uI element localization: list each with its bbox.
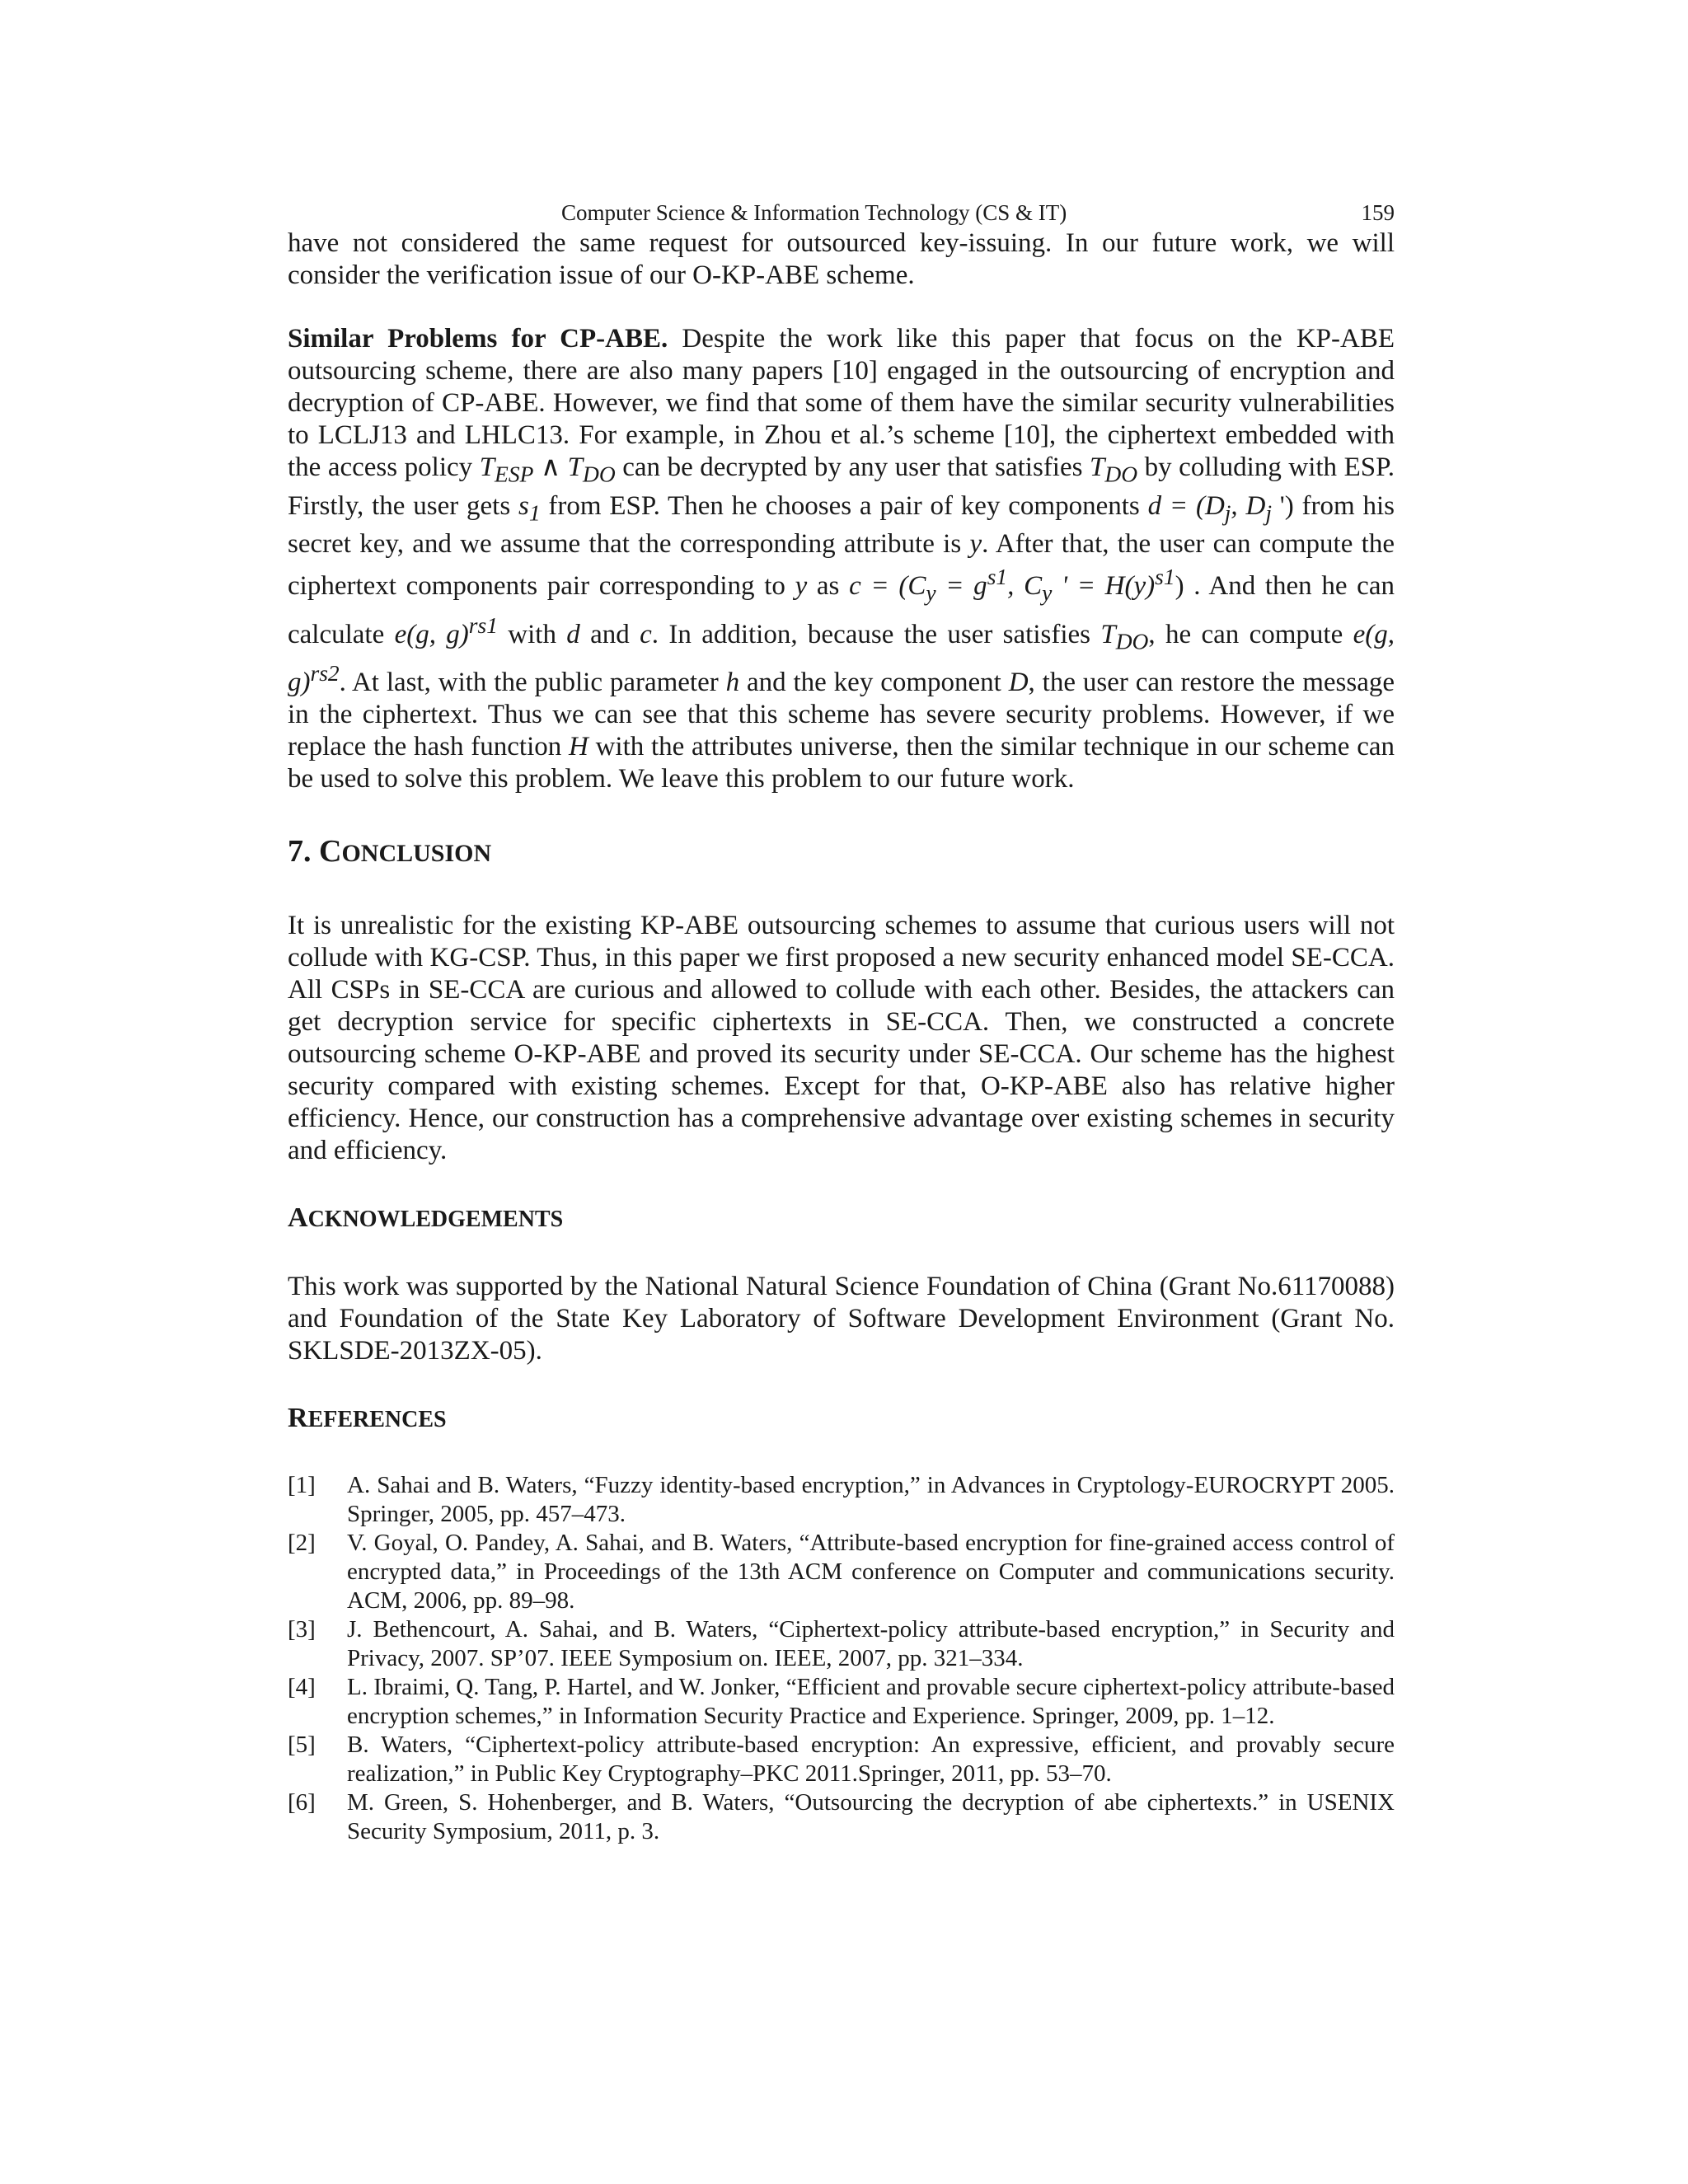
formula-policy: $T_{ESP}$ ∧ $T_{DO}$: [479, 452, 616, 487]
section-heading-conclusion: 7. CONCLUSION: [288, 834, 492, 869]
paragraph-conclusion: It is unrealistic for the existing KP-ABE outsourcing schemes to assume that curious users will not collude with KG-CSP. Thus, in this paper we first proposed a new security enhanced model SE-CCA. All CSPs in SE-CCA are curious and allowed to collude with each other. Besides, the attackers can get decryption service for specific ciphertexts in SE-CCA. Then, we constructed a concrete outsourcing scheme O-KP-ABE and proved its security under SE-CCA. Our scheme has the highest security compared with existing schemes. Except for that, O-KP-ABE also has relative higher efficiency. Hence, our construction has a comprehensive advantage over existing schemes in security and efficiency.: [288, 911, 1395, 1166]
running-head: [288, 198, 1395, 227]
reference-item: [3] J. Bethencourt, A. Sahai, and B. Waters, “Ciphertext-policy attribute-based encryption,” in Security and Privacy, 2007. SP’07. IEEE Symposium on. IEEE, 2007, pp. 321–334.: [288, 1616, 1395, 1672]
section-heading-acknowledgements: ACKNOWLEDGEMENTS: [288, 1202, 564, 1234]
formula-tdo: $T_{DO}$: [1090, 452, 1138, 487]
formula-tdo-2: $T_{DO}$: [1100, 619, 1149, 654]
run-in-heading: Similar Problems for CP-ABE.: [288, 324, 668, 354]
paragraph-similar-problems: Similar Problems for CP-ABE. Despite the work like this paper that focus on the KP-ABE outsourcing scheme, there are also many papers [10] engaged in the outsourcing of encryption and decryption of CP-ABE. However, we find that some of them have the similar security vulnerabilities to LCLJ13 and LHLC13. For example, in Zhou et al.’s scheme [10], the ciphertext embedded with the access policy $T_{ESP}$ ∧ $T_{DO}$ can be decrypted by any user that satisfies $T_{DO}$ by colluding with ESP. Firstly, the user gets $s_1$ from ESP. Then he chooses a pair of key components $d = (D_j$, $D_j$ ') from his secret key, and we assume that the corresponding attribute is y. After that, the user can compute the ciphertext components pair corresponding to y as $c = (C_y = g^{s1}$, $C_y$ ' = $H(y)^{s1}$) . And then he can calculate e(g, g)$^{rs1}$ with d and c. In addition, because the user satisfies $T_{DO}$, he can compute e(g, g)$^{rs2}$. At last, with the public parameter h and the key component D, the user can restore the message in the ciphertext. Thus we can see that this scheme has severe security problems. However, if we replace the hash function H with the attributes universe, then the similar technique in our scheme can be used to solve this problem. We leave this problem to our future work.: [288, 324, 1395, 794]
page-number: 159: [1361, 200, 1395, 225]
reference-item: [6] M. Green, S. Hohenberger, and B. Waters, “Outsourcing the decryption of abe ciphertexts.” in USENIX Security Symposium, 2011, p. 3.: [288, 1789, 1395, 1845]
formula-pairing-rs2: e(g, g)$^{rs2}$: [288, 619, 1395, 698]
reference-item: [2] V. Goyal, O. Pandey, A. Sahai, and B. Waters, “Attribute-based encryption for fine-grained access control of encrypted data,” in Proceedings of the 13th ACM conference on Computer and communications security. ACM, 2006, pp. 89–98.: [288, 1530, 1395, 1615]
reference-item: [5] B. Waters, “Ciphertext-policy attribute-based encryption: An expressive, efficient, and provably secure realization,” in Public Key Cryptography–PKC 2011.Springer, 2011, pp. 53–70.: [288, 1732, 1395, 1788]
formula-s1: $s_1$: [518, 490, 541, 526]
formula-key-components: $d = (D_j$, $D_j$ '): [1147, 490, 1294, 526]
formula-ciphertext-pair: $c = (C_y = g^{s1}$, $C_y$ ' = $H(y)^{s1}$): [849, 564, 1184, 606]
section-heading-references: REFERENCES: [288, 1403, 447, 1434]
page: [288, 198, 1395, 1846]
paragraph-continued: have not considered the same request for outsourced key-issuing. In our future work, we will consider the verification issue of our O-KP-ABE scheme.: [288, 228, 1395, 290]
running-head-title: Computer Science & Information Technology (CS & IT): [561, 200, 1067, 225]
reference-list: [288, 1471, 1395, 1846]
formula-pairing-rs1: e(g, g)$^{rs1}$: [394, 612, 498, 649]
paragraph-acknowledgements: This work was supported by the National Natural Science Foundation of China (Grant No.61170088) and Foundation of the State Key Laboratory of Software Development Environment (Grant No. SKLSDE-2013ZX-05).: [288, 1272, 1395, 1366]
reference-item: [4] L. Ibraimi, Q. Tang, P. Hartel, and W. Jonker, “Efficient and provable secure ciphertext-policy attribute-based encryption schemes,” in Information Security Practice and Experience. Springer, 2009, pp. 1–12.: [288, 1674, 1395, 1730]
reference-item: [1] A. Sahai and B. Waters, “Fuzzy identity-based encryption,” in Advances in Cryptology-EUROCRYPT 2005. Springer, 2005, pp. 457–473.: [288, 1472, 1395, 1528]
